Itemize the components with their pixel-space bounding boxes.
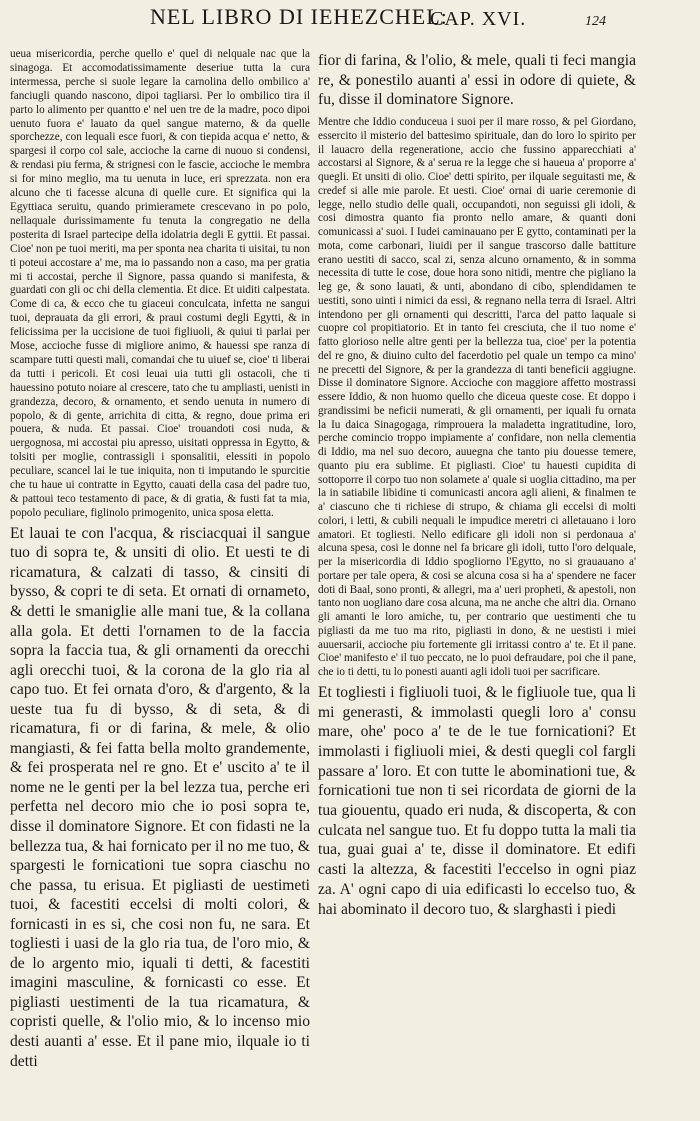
commentary-block: ueua misericordia, perche quello e' quel di nelquale nac que la sinagoga. Et accomodatissimamente deseriue tutta la cura intermessa, perche si suole legare la carnolina dello ombilico a' fanciugli quando nascono, dipoi tagliarsi. Per lo ombilico tira il parto lo alimento per quantto e' nel uen tre de la madre, poco dipoi uenuto fuora e' lauato da quel sangue materno, & da quelle sporchezze, con lequali esce fuori, & con tiepida acqua e' netto, & spargesi il corpo col sale, accioche la carne di nuouo si condensi, & rendasi piu ferma, & strignesi con le fascie, accioche le membra si for mino meglio, ma tu uenuta in luce, eri sprezzata. non era alcuno che ti facesse alcuna di quelle cure. Et significa qui la Egyttiaca seruitu, quando primieramete crescevano in po polo, nellaquale durissimamente fu tenuta la congregatio ne della posterita di Israel partecipe della idolatria degli E gyttii. Et passai. Cioe' non pe tuoi meriti, ma per sponta nea charita ti uisitai, tu non ti poteui accostare a' me, ma io passando non a caso, ma per gratia mi ti accostai, perche il Signore, passa quando si manifesta, & guardati con gli oc chi della clementia. Et dice. Et uiditi calpestata. Come di ca, & ecco che tu giaceui conculcata, infetta ne sangui tuoi, deprauata da gli errori, & praui costumi degli Egytti, & in felicissima per la uccisione de tuoi figliuoli, & quiui ti parlai per Mose, accioche fusse di migliore animo, & hauessi spe ranza di scampare tutti questi mali, comandai che tu uiuef se, cioe' ti liberai da tutti i pericoli. Et cosi leuai uia tutti gli ostacoli, che ti hauessino potuto noiare al crescere, tato che tu ampliasti, uenisti in grandezza, decoro, & ornamento, et sendo uenuta in numero di popolo, & di gente, arrichita di citta, & regno, doue prima eri pouera, & nuda. Et passai. Cioe' trouandoti cosi nuda, & uergognosa, mi accostai piu apresso, uisitati oppressa in Egytto, & tolsiti per moglie, contrassigli i sponsalitii, elessiti in popolo peculiare, scancel lai le tue iniquita, non ti imputando le spurcitie che tu haue ui contratte in Egytto, cauati della casa del padre tuo, & pattoui teco testamento di pace, & di gratia, & fusti fat ta mia, popolo peculiare, figlinolo primogenito, unica sposa eletta. [10,48,310,519]
scripture-block: fior di farina, & l'olio, & mele, quali ti feci mangia re, & ponestilo auanti a' essi in odore di quiete, & fu, disse il dominatore Signore. [318,52,636,109]
folio-number: 124 [585,14,606,29]
running-head-title: NEL LIBRO DI IEHEZCHEL: [150,4,448,29]
scripture-block: Et togliesti i figliuoli tuoi, & le figliuole tue, qua li mi generasti, & immolasti quegli loro a' consu mare, ohe' poco a' te de le tue fornicationi? Et immolasti i figliuoli miei, & desti quegli col fargli passare a' loro. Et con tutte le abominationi tue, & fornicationi tue non ti sei ricordata de giorni de la tua giouentu, quado eri nuda, & discoperta, & con culcata nel sangue tuo. Et fu doppo tutta la mali tia tua, guai guai a' te, disse il dominatore. Et edifi casti la altezza, & facestiti l'eccelso in ogni piaz za. A' ogni capo di uia edificasti lo eccelso tuo, & hai abominato il decoro tuo, & slarghasti i piedi [318,683,636,918]
commentary-block: Mentre che Iddio conduceua i suoi per il mare rosso, & pel Giordano, essercito il misterio del battesimo spirituale, dan do loro lo spirito per il lauacro della regeneratione, accio che fussino apparecchiati a' accostarsi al Signore, & a' serua re la legge che si haueua a' proporre a' quegli. Et unsiti di olio. Cioe' detti spirito, per ilquale seguitasti me, & credef si alle mie parole. Et uesti. Cioe' ornai di uarie ceremonie di legge, nello studio delle quali, occupandoti, non seguissi gli idoli, & cosi dimostra quanto fia pronto nello amare, & quanti doni comunicassi a' suoi. I Iudei caminauano per E gytto, contaminati per la mota, come carbonari, liuidi per il sangue trascorso dalle battiture erano uestiti di sacco, scal zi, senza alcuno ornamento, & in somma necessita di tutte le cose, doue hora sono nitidi, mentre che pigliano la leg ge, & sono lauati, & unti, abondano di cibo, splendidamen te uestiti, sono uinti i nimici da essi, & regnano nella terra di Israel. Altri intendono per gli ornamenti qui descritti, l'arca del patto laquale si cuopre col propitiatorio. Et in tanto fei cresciuta, che il tuo nome e' fatto glorioso nelle altre genti per la bellezza tua, cioe' per la potentia del re gno, & diuino culto del facerdotio pel quale un tempo ca mino' ne precetti del Signore, & per la grandezza di tanti beneficii aggiugne. Disse il dominatore Signore. Accioche con maggiore affetto mostrassi essere Iddio, & non huomo quello che diceua queste cose. Et doppo i grandissimi be neficii numerati, & gli ornamenti, per iquali fu ornata la Iu daica Sinagogaga, rimprouera la maladetta ingratitudine, loro, perche comincio troppo impiamente a' confidare, non nella clementia di Iddio, ma nel suo decoro, auuegna che tanto piu douesse temere, quanto piu era sublime. Et pigliasti. Cioe' tu hauesti cupidita di sottoporre il corpo tuo non solamete a' quale si uoglia cittadino, ma per la in satiabile libidine ti comunicasti ancora agli alieni, & finalmen te a' ciascuno che ti richiese di strupo, & chiama gli eccelsi di molti colori, i letti, & cubili nequali le impudice meretri ci alletauano i loro amatori. Et togliesti. Nello edificare gli idoli non si perdonaua a' alcuna spesa, cosi le donne nel fa bricare gli idoli, tutto l'oro delquale, per la misericordia di Iddio spogliorno l'Egytto, no si grauauano a' portare per tale opera, & cosi se alcuna cosa si ha a' spendere ne facer doti di Baal, sono pronti, & allegri, ma a' ueri propheti, & apestoli, non tanto non uogliano dare cosa alcuna, ma ne anche che altri dia. Ornano gli amanti le loro amiche, tu, per contrario que uestimenti che tu pigliasti da me tuo ma rito, pigliasti in dono, & ne uestisti i miei auuersarii, accioche piu fortemente gli irritassi contro a' te. Et il pane. Cioe' manifesto e' il tuo peccato, ne lo puoi defraudare, poi che il pane, che io ti detti, tu lo ponesti auanti agli idoli tuoi per sacrificare. [318,116,636,679]
scripture-block: Et lauai te con l'acqua, & risciacquai il sangue tuo di sopra te, & unsiti di olio. Et uesti te di ricamatura, & calzati di tasso, & cinsiti di bysso, & copri te di seta. Et ornati di ornameto, & detti le smaniglie alle mani tue, & la collana alla gola. Et detti l'ornamen to de la faccia sopra la faccia tua, & gli ornamenti da orecchi agli orecchi tuoi, & la corona de la glo ria al capo tuo. Et fei ornata d'oro, & d'argento, & la ueste tua fu di bysso, & di seta, & di ricamatura, fi or di farina, & mele, & olio mangiasti, & fei fatta bella molto grandemente, & fei prosperata nel re gno. Et e' uscito a' te il nome ne le genti per la bel lezza tua, perche eri perfetta nel decoro mio che io posi sopra te, disse il dominatore Signore. Et con fidasti ne la bellezza tua, & hai fornicato per il no me tuo, & spargesti le fornicationi tue sopra ciaschu no che passa, tu erisua. Et pigliasti de uestimeti tuoi, & facestiti eccelsi di molti colori, & fornicasti in es si, che cosi non fu, ne sara. Et togliesti i uasi de la glo ria tua, de l'oro mio, & de lo argento mio, iquali ti detti, & facestiti imagini masculine, & fornicasti co esse. Et pigliasti uestimenti de la tua ricamatura, & copristi quelle, & l'olio mio, & lo incenso mio desti auanti a' esse. Et il pane mio, ilquale io ti detti [10,524,310,1070]
right-column [318,48,636,919]
running-head [0,4,700,44]
chapter-number: CAP. XVI. [430,8,527,30]
left-column [10,48,310,1071]
